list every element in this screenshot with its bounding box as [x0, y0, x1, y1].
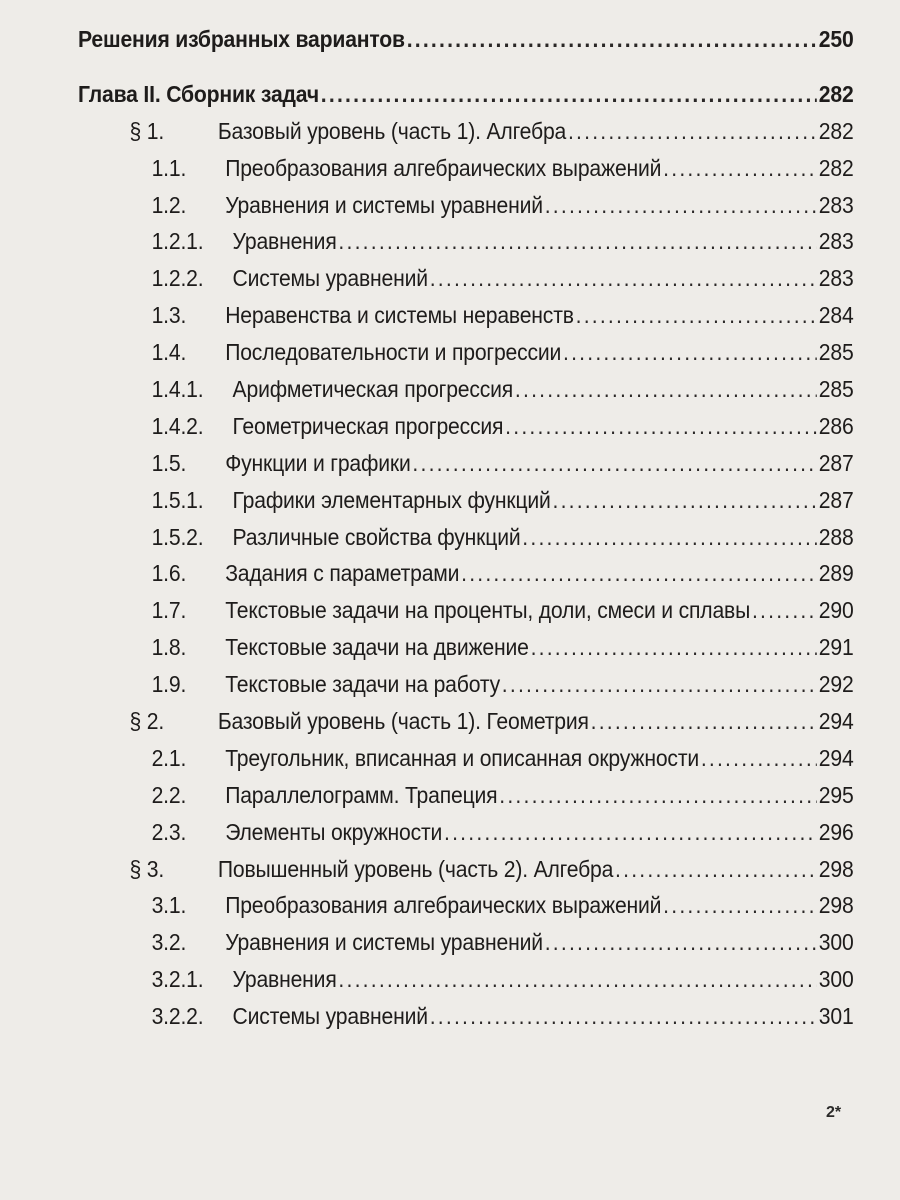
dot-leader [444, 819, 817, 846]
toc-entry-number: 3.2.2. [151, 1003, 204, 1030]
toc-entry-page: 285 [818, 376, 854, 403]
toc-entry-page: 300 [818, 966, 854, 993]
dot-leader [568, 118, 817, 145]
toc-entry [78, 782, 854, 819]
toc-entry-title: Арифметическая прогрессия [232, 376, 514, 403]
toc-entry [78, 26, 854, 63]
toc-entry-title: Графики элементарных функций [232, 486, 551, 513]
dot-leader [576, 302, 817, 329]
dot-leader [505, 413, 817, 440]
toc-entry-page: 294 [818, 708, 854, 735]
toc-entry-title: Задания с параметрами [225, 560, 460, 587]
toc-entry-page: 294 [818, 744, 854, 771]
toc-entry-title: Функции и графики [225, 449, 411, 476]
toc-entry-title: Текстовые задачи на работу [225, 671, 500, 698]
toc-entry-number: 3.2.1. [151, 966, 204, 993]
toc-entry-number: 1.3. [151, 302, 187, 329]
dot-leader [752, 597, 817, 624]
toc-entry-number: 1.9. [151, 671, 187, 698]
toc-entry-title: Текстовые задачи на движение [225, 634, 529, 661]
toc-entry-page: 283 [818, 228, 854, 255]
toc-entry-title: Преобразования алгебраических выражений [225, 154, 662, 181]
dot-leader [545, 192, 817, 219]
toc-entry-number: 1.7. [151, 597, 187, 624]
dot-leader [499, 782, 817, 809]
toc-entry-title: Геометрическая прогрессия [232, 412, 504, 439]
toc-entry [78, 597, 854, 634]
toc-entry-number: 1.2.1. [151, 228, 204, 255]
toc-entry-title: Решения избранных вариантов [78, 26, 405, 52]
dot-leader [522, 524, 817, 551]
dot-leader [701, 745, 817, 772]
toc-entry [78, 302, 854, 339]
toc-entry [78, 376, 854, 413]
toc-entry [78, 265, 854, 302]
toc-entry-title: Неравенства и системы неравенств [225, 302, 574, 329]
toc-entry-number: 3.1. [151, 892, 187, 919]
toc-entry [78, 560, 854, 597]
toc-entry-title: Преобразования алгебраических выражений [225, 892, 662, 919]
toc-entry-number: 1.5.2. [151, 523, 204, 550]
toc-entry-page: 290 [818, 597, 854, 624]
dot-leader [515, 376, 817, 403]
signature-mark: 2* [826, 1104, 842, 1121]
toc-entry [78, 892, 854, 929]
dot-leader [663, 892, 817, 919]
toc-entry-title: Текстовые задачи на проценты, доли, смеси и сплавы [225, 597, 751, 624]
toc-entry-page: 292 [818, 671, 854, 698]
dot-leader [502, 671, 817, 698]
toc-entry-title: Базовый уровень (часть 1). Геометрия [217, 708, 589, 735]
toc-entry-number: § 3. [129, 855, 165, 882]
toc-entry-page: 291 [818, 634, 854, 661]
toc-entry-number: 1.1. [151, 154, 187, 181]
toc-entry-page: 296 [818, 818, 854, 845]
toc-entry-number: 1.5.1. [151, 486, 204, 513]
dot-leader [407, 26, 817, 53]
toc-entry [78, 856, 854, 893]
toc-entry-title: Уравнения [232, 966, 337, 993]
toc-entry-number: 3.2. [151, 929, 187, 956]
toc-entry [78, 192, 854, 229]
toc-entry [78, 671, 854, 708]
toc-entry-page: 300 [818, 929, 854, 956]
toc-entry-number: 2.2. [151, 781, 187, 808]
toc-entry-number: 2.1. [151, 744, 187, 771]
toc-entry-page: 298 [818, 855, 854, 882]
toc-entry-page: 288 [818, 523, 854, 550]
toc-entry-page: 282 [818, 117, 854, 144]
toc-entry-title: Уравнения и системы уравнений [225, 191, 543, 218]
toc-entry [78, 634, 854, 671]
toc-entry-title: Последовательности и прогрессии [225, 339, 562, 366]
toc-entry-number: 2.3. [151, 818, 187, 845]
dot-leader [338, 966, 817, 993]
toc-entry-page: 282 [818, 154, 854, 181]
toc-entry-title: Системы уравнений [232, 265, 428, 292]
toc-entry [78, 929, 854, 966]
toc-entry-page: 289 [818, 560, 854, 587]
toc-entry [78, 118, 854, 155]
dot-leader [552, 487, 816, 514]
toc-entry-title: Базовый уровень (часть 1). Алгебра [217, 117, 567, 144]
toc-entry [78, 745, 854, 782]
toc-entry-page: 298 [818, 892, 854, 919]
toc-entry-number: 1.5. [151, 449, 187, 476]
toc-entry-page: 250 [818, 26, 854, 52]
dot-leader [563, 339, 817, 366]
toc-entry-page: 285 [818, 339, 854, 366]
dot-leader [461, 560, 817, 587]
toc-entry-title: Треугольник, вписанная и описанная окружности [225, 744, 699, 771]
toc-entry-page: 301 [818, 1003, 854, 1030]
dot-leader [412, 450, 817, 477]
toc-entry [78, 487, 854, 524]
dot-leader [321, 81, 817, 108]
toc-entry [78, 1003, 854, 1040]
table-of-contents [78, 26, 854, 1040]
toc-entry-page: 286 [818, 412, 854, 439]
toc-entry-title: Различные свойства функций [232, 523, 521, 550]
toc-entry-title: Глава II. Сборник задач [78, 80, 319, 107]
dot-leader [615, 856, 817, 883]
toc-entry-page: 287 [818, 449, 854, 476]
toc-entry [78, 819, 854, 856]
toc-entry-number: 1.6. [151, 560, 187, 587]
toc-entry-number: 1.4. [151, 339, 187, 366]
toc-entry [78, 450, 854, 487]
dot-leader [430, 265, 817, 292]
toc-entry-number: 1.4.2. [151, 412, 204, 439]
toc-entry [78, 81, 854, 118]
toc-entry [78, 228, 854, 265]
toc-entry [78, 339, 854, 376]
dot-leader [663, 155, 817, 182]
dot-leader [591, 708, 817, 735]
toc-entry-title: Параллелограмм. Трапеция [225, 781, 498, 808]
dot-leader [531, 634, 817, 661]
dot-leader [430, 1003, 817, 1030]
toc-entry-number: 1.2.2. [151, 265, 204, 292]
toc-entry [78, 966, 854, 1003]
toc-entry-page: 287 [818, 486, 854, 513]
toc-entry-number: 1.4.1. [151, 376, 204, 403]
toc-entry-page: 283 [818, 265, 854, 292]
toc-entry [78, 413, 854, 450]
toc-entry-title: Элементы окружности [225, 818, 443, 845]
toc-entry-page: 283 [818, 191, 854, 218]
toc-entry-title: Уравнения [232, 228, 337, 255]
toc-entry-page: 282 [818, 80, 854, 107]
toc-entry-title: Повышенный уровень (часть 2). Алгебра [217, 855, 614, 882]
dot-leader [338, 228, 817, 255]
toc-entry-title: Системы уравнений [232, 1003, 428, 1030]
toc-entry [78, 708, 854, 745]
toc-entry [78, 155, 854, 192]
toc-entry-number: 1.2. [151, 191, 187, 218]
dot-leader [545, 929, 817, 956]
toc-entry-number: § 2. [129, 708, 165, 735]
toc-entry-page: 295 [818, 781, 854, 808]
toc-entry-page: 284 [818, 302, 854, 329]
toc-entry-title: Уравнения и системы уравнений [225, 929, 543, 956]
toc-entry-number: 1.8. [151, 634, 187, 661]
toc-entry [78, 524, 854, 561]
toc-entry-number: § 1. [129, 117, 165, 144]
